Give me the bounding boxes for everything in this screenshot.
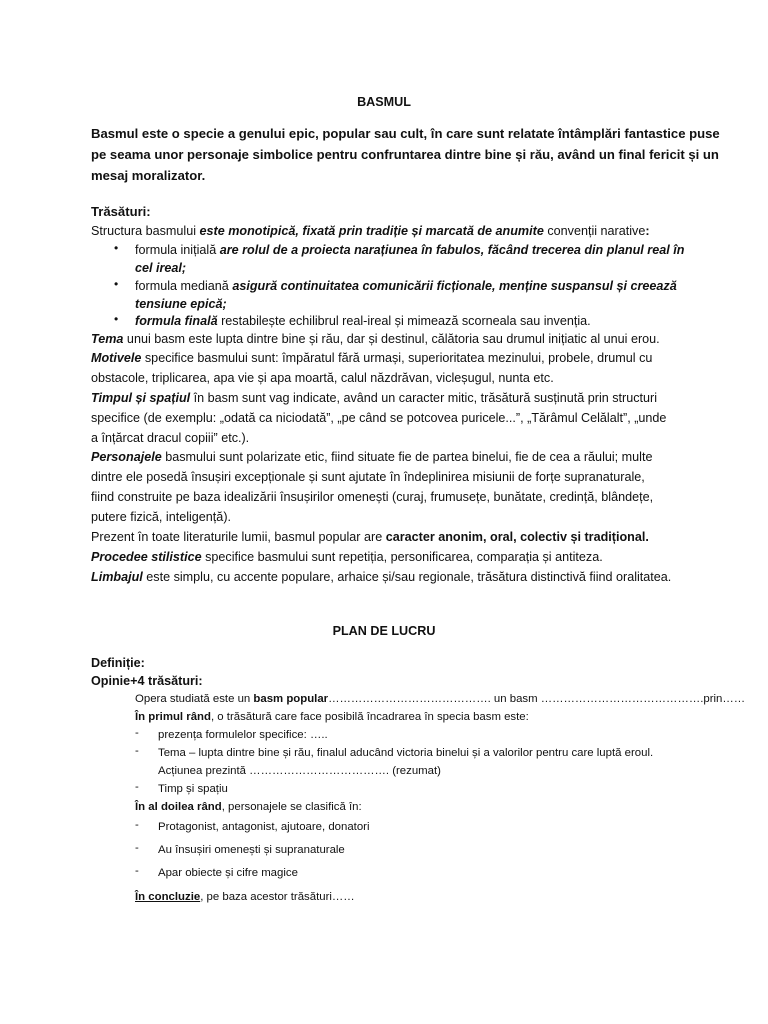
timp-paragraph-line-3: a înțărcat dracul copiii” etc.). bbox=[91, 431, 250, 445]
tema-paragraph: Tema unui basm este lupta dintre bine și rău, dar și destinul, călătoria sau drumul inițiatic al unui erou. bbox=[91, 332, 660, 346]
plan-item-action: Acțiunea prezintă ………………………………. (rezumat) bbox=[158, 765, 441, 777]
plan-opinion-label: Opinie+4 trăsături: bbox=[91, 674, 203, 688]
bullet-item-final: formula finală restabilește echilibrul real-ireal și mimează scorneala sau invenția. bbox=[135, 314, 591, 328]
bullet-item-median: formula mediană asigură continuitatea comunicării ficționale, menține suspansul și creează bbox=[135, 279, 677, 293]
plan-item-qualities: Au însușiri omenești și supranaturale bbox=[158, 844, 345, 856]
timp-paragraph-line-1: Timpul și spațiul în basm sunt vag indicate, având un caracter mitic, trăsătură susținută prin structuri bbox=[91, 391, 658, 405]
bullet-icon: • bbox=[114, 312, 119, 326]
plan-title: PLAN DE LUCRU bbox=[332, 624, 436, 638]
plan-item-formulas: prezența formulelor specifice: ….. bbox=[158, 729, 328, 741]
bullet-item-initial: formula inițială are rolul de a proiecta narațiunea în fabulos, făcând trecerea din planul real în bbox=[135, 243, 685, 257]
definition-line-2: pe seama unor personaje simbolice pentru confruntarea dintre bine și rău, având un final fericit și un bbox=[91, 147, 719, 162]
limbaj-paragraph: Limbajul este simplu, cu accente populare, arhaice și/sau regionale, trăsătura distinctivă fiind oralitatea. bbox=[91, 570, 672, 584]
definition-line-1: Basmul este o specie a genului epic, popular sau cult, în care sunt relatate întâmplări fantastice puse bbox=[91, 126, 720, 141]
prezent-paragraph: Prezent în toate literaturile lumii, basmul popular are caracter anonim, oral, colectiv și tradițional. bbox=[91, 530, 649, 544]
bullet-item-initial-cont: cel ireal; bbox=[135, 261, 187, 275]
plan-second-point: În al doilea rând, personajele se clasifică în: bbox=[135, 801, 362, 813]
dash-marker: - bbox=[135, 865, 139, 877]
personaje-paragraph-line-1: Personajele basmului sunt polarizate etic, fiind situate fie de partea binelui, fie de cea a răului; multe bbox=[91, 450, 653, 464]
definition-line-3: mesaj moralizator. bbox=[91, 168, 206, 183]
dash-marker: - bbox=[135, 727, 139, 739]
bullet-item-median-cont: tensiune epică; bbox=[135, 297, 227, 311]
dash-marker: - bbox=[135, 842, 139, 854]
page-title: BASMUL bbox=[357, 95, 411, 109]
personaje-paragraph-line-3: fiind construite pe baza idealizării însușirilor omenești (curaj, frumusețe, bunătate, credință, blândețe, bbox=[91, 490, 654, 504]
plan-definition-label: Definiție: bbox=[91, 656, 145, 670]
plan-item-time-space: Timp și spațiu bbox=[158, 783, 228, 795]
procedee-paragraph: Procedee stilistice specifice basmului sunt repetiția, personificarea, comparația și antiteza. bbox=[91, 550, 603, 564]
motive-paragraph-line-2: obstacole, triplicarea, apa vie și apa moartă, calul năzdrăvan, vicleșugul, nunta etc. bbox=[91, 371, 554, 385]
plan-opera-line: Opera studiată este un basm popular……………………………………. un basm …………………………………….prin…… bbox=[135, 693, 746, 705]
plan-item-magic-objects: Apar obiecte și cifre magice bbox=[158, 867, 298, 879]
bullet-icon: • bbox=[114, 241, 119, 255]
plan-item-theme: Tema – lupta dintre bine și rău, finalul aducând victoria binelui și a valorilor pentru care luptă eroul. bbox=[158, 747, 654, 759]
bullet-icon: • bbox=[114, 277, 119, 291]
traits-intro: Structura basmului este monotipică, fixată prin tradiție și marcată de anumite convenții narative: bbox=[91, 224, 650, 238]
personaje-paragraph-line-4: putere fizică, inteligență). bbox=[91, 510, 232, 524]
personaje-paragraph-line-2: dintre ele posedă însușiri excepționale și sunt ajutate în îndeplinirea misiunii de forțe supranaturale, bbox=[91, 470, 645, 484]
dash-marker: - bbox=[135, 819, 139, 831]
dash-marker: - bbox=[135, 781, 139, 793]
dash-marker: - bbox=[135, 745, 139, 757]
motive-paragraph-line-1: Motivele specifice basmului sunt: împăratul fără urmași, superioritatea mezinului, probele, drumul cu bbox=[91, 351, 653, 365]
traits-heading: Trăsături: bbox=[91, 204, 151, 219]
plan-conclusion: În concluzie, pe baza acestor trăsături…… bbox=[135, 891, 355, 903]
plan-item-protagonist: Protagonist, antagonist, ajutoare, donatori bbox=[158, 821, 370, 833]
plan-first-point: În primul rând, o trăsătură care face posibilă încadrarea în specia basm este: bbox=[135, 711, 529, 723]
timp-paragraph-line-2: specifice (de exemplu: „odată ca niciodată”, „pe când se potcovea puricele...”, „Tărâmul Celălalt”, „unde bbox=[91, 411, 667, 425]
